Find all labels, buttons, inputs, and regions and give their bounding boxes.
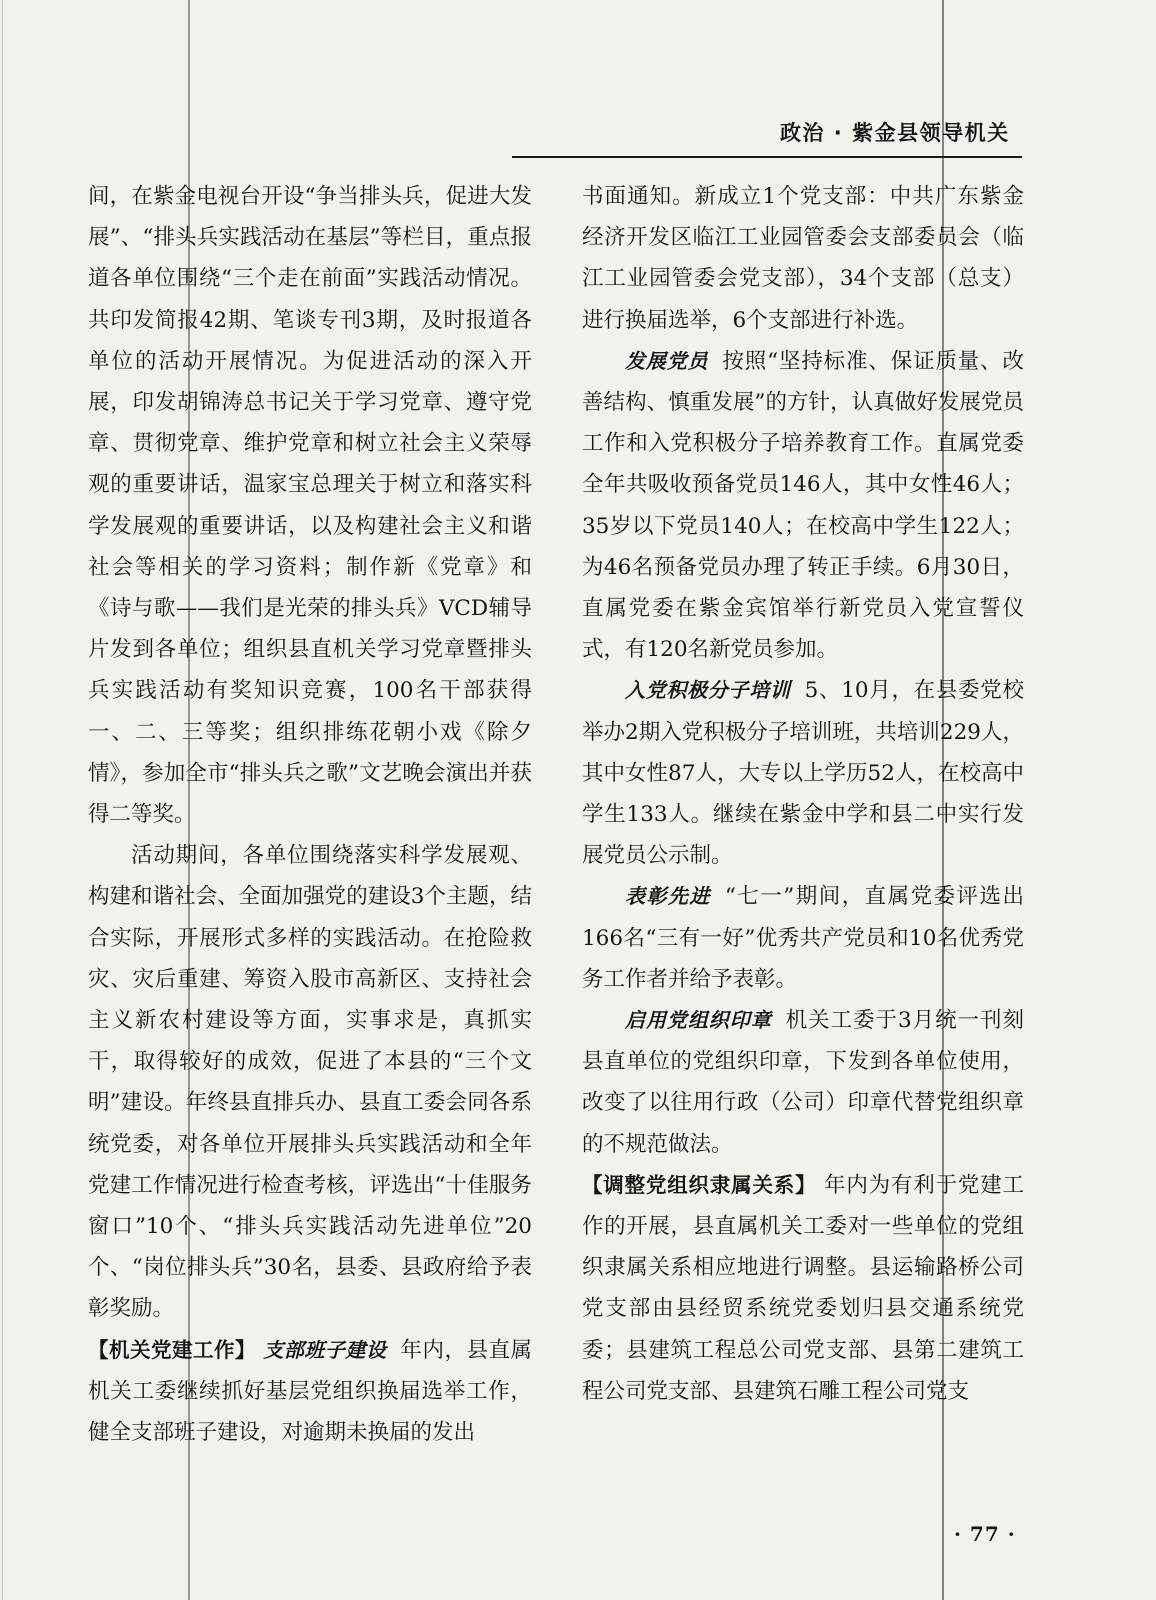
right-paragraph-2	[582, 341, 1024, 671]
page-number: · 77 ·	[954, 1522, 1016, 1546]
subhead-develop-members: 发展党员	[625, 348, 709, 373]
scan-edge-line	[2, 0, 3, 1600]
right-paragraph-5-text: 机关工委于3月统一刊刻县直单位的党组织印章，下发到各单位使用，改变了以往用行政（公司）印章代替党组织章的不规范做法。	[582, 1008, 1024, 1157]
left-paragraph-3-text: 年内，县直属机关工委继续抓好基层党组织换届选举工作，健全支部班子建设，对逾期未换届的发出	[88, 1337, 532, 1446]
running-head: 政治 · 紫金县领导机关	[780, 121, 1010, 145]
right-paragraph-5	[582, 1000, 1024, 1165]
left-paragraph-1: 间，在紫金电视台开设“争当排头兵，促进大发展”、“排头兵实践活动在基层”等栏目，重点报道各单位围绕“三个走在前面”实践活动情况。共印发简报42期、笔谈专刊3期，及时报道各单位的活动开展情况。为促进活动的深入开展，印发胡锦涛总书记关于学习党章、遵守党章、贯彻党章、维护党章和树立社会主义荣辱观的重要讲话，温家宝总理关于树立和落实科学发展观的重要讲话，以及构建社会主义和谐社会等相关的学习资料；制作新《党章》和《诗与歌——我们是光荣的排头兵》VCD辅导片发到各单位；组织县直机关学习党章暨排头兵实践活动有奖知识竞赛，100名干部获得一、二、三等奖；组织排练花朝小戏《除夕情》，参加全市“排头兵之歌”文艺晚会演出并获得二等奖。	[88, 184, 532, 828]
left-paragraph-3	[88, 1330, 532, 1454]
right-paragraph-4	[582, 876, 1024, 1000]
subhead-branch-team: 支部班子建设	[263, 1337, 387, 1362]
right-column	[582, 176, 1024, 1412]
right-paragraph-3	[582, 670, 1024, 876]
subhead-commendation: 表彰先进	[625, 884, 711, 909]
right-paragraph-2-text: 按照“坚持标准、保证质量、改善结构、慎重发展”的方针，认真做好发展党员工作和入党积极分子培养教育工作。直属党委全年共吸收预备党员146人，其中女性46人；35岁以下党员140人；在校高中学生122人；为46名预备党员办理了转正手续。6月30日，直属党委在紫金宾馆举行新党员入党宣誓仪式，有120名新党员参加。	[582, 348, 1025, 663]
section-title-party-building: 【机关党建工作】	[88, 1337, 257, 1362]
subhead-activist-training: 入党积极分子培训	[625, 678, 791, 703]
right-paragraph-6	[582, 1165, 1024, 1412]
left-column	[88, 176, 532, 1453]
right-paragraph-6-text: 年内为有利于党建工作的开展，县直属机关工委对一些单位的党组织隶属关系相应地进行调整。县运输路桥公司党支部由县经贸系统党委划归县交通系统党委；县建筑工程总公司党支部、县第二建筑工程公司党支部、县建筑石雕工程公司党支	[582, 1172, 1025, 1404]
right-paragraph-3-text: 5、10月，在县委党校举办2期入党积极分子培训班，共培训229人，其中女性87人，大专以上学历52人，在校高中学生133人。继续在紫金中学和县二中实行发展党员公示制。	[582, 678, 1024, 869]
section-title-affiliation: 【调整党组织隶属关系】	[582, 1172, 817, 1197]
right-paragraph-1: 书面通知。新成立1个党支部：中共广东紫金经济开发区临江工业园管委会支部委员会（临江工业园管委会党支部），34个支部（总支）进行换届选举，6个支部进行补选。	[582, 184, 1024, 333]
subhead-seal: 启用党组织印章	[625, 1008, 772, 1033]
left-paragraph-2: 活动期间，各单位围绕落实科学发展观、构建和谐社会、全面加强党的建设3个主题，结合实际，开展形式多样的实践活动。在抢险救灾、灾后重建、筹资入股市高新区、支持社会主义新农村建设等方面，实事求是，真抓实干，取得较好的成效，促进了本县的“三个文明”建设。年终县直排兵办、县直工委会同各系统党委，对各单位开展排头兵实践活动和全年党建工作情况进行检查考核，评选出“十佳服务窗口”10个、“排头兵实践活动先进单位”20个、“岗位排头兵”30名，县委、县政府给予表彰奖励。	[88, 843, 532, 1322]
header-rule	[512, 156, 1022, 158]
right-paragraph-4-text: “七一”期间，直属党委评选出166名“三有一好”优秀共产党员和10名优秀党务工作者并给予表彰。	[582, 884, 1025, 992]
